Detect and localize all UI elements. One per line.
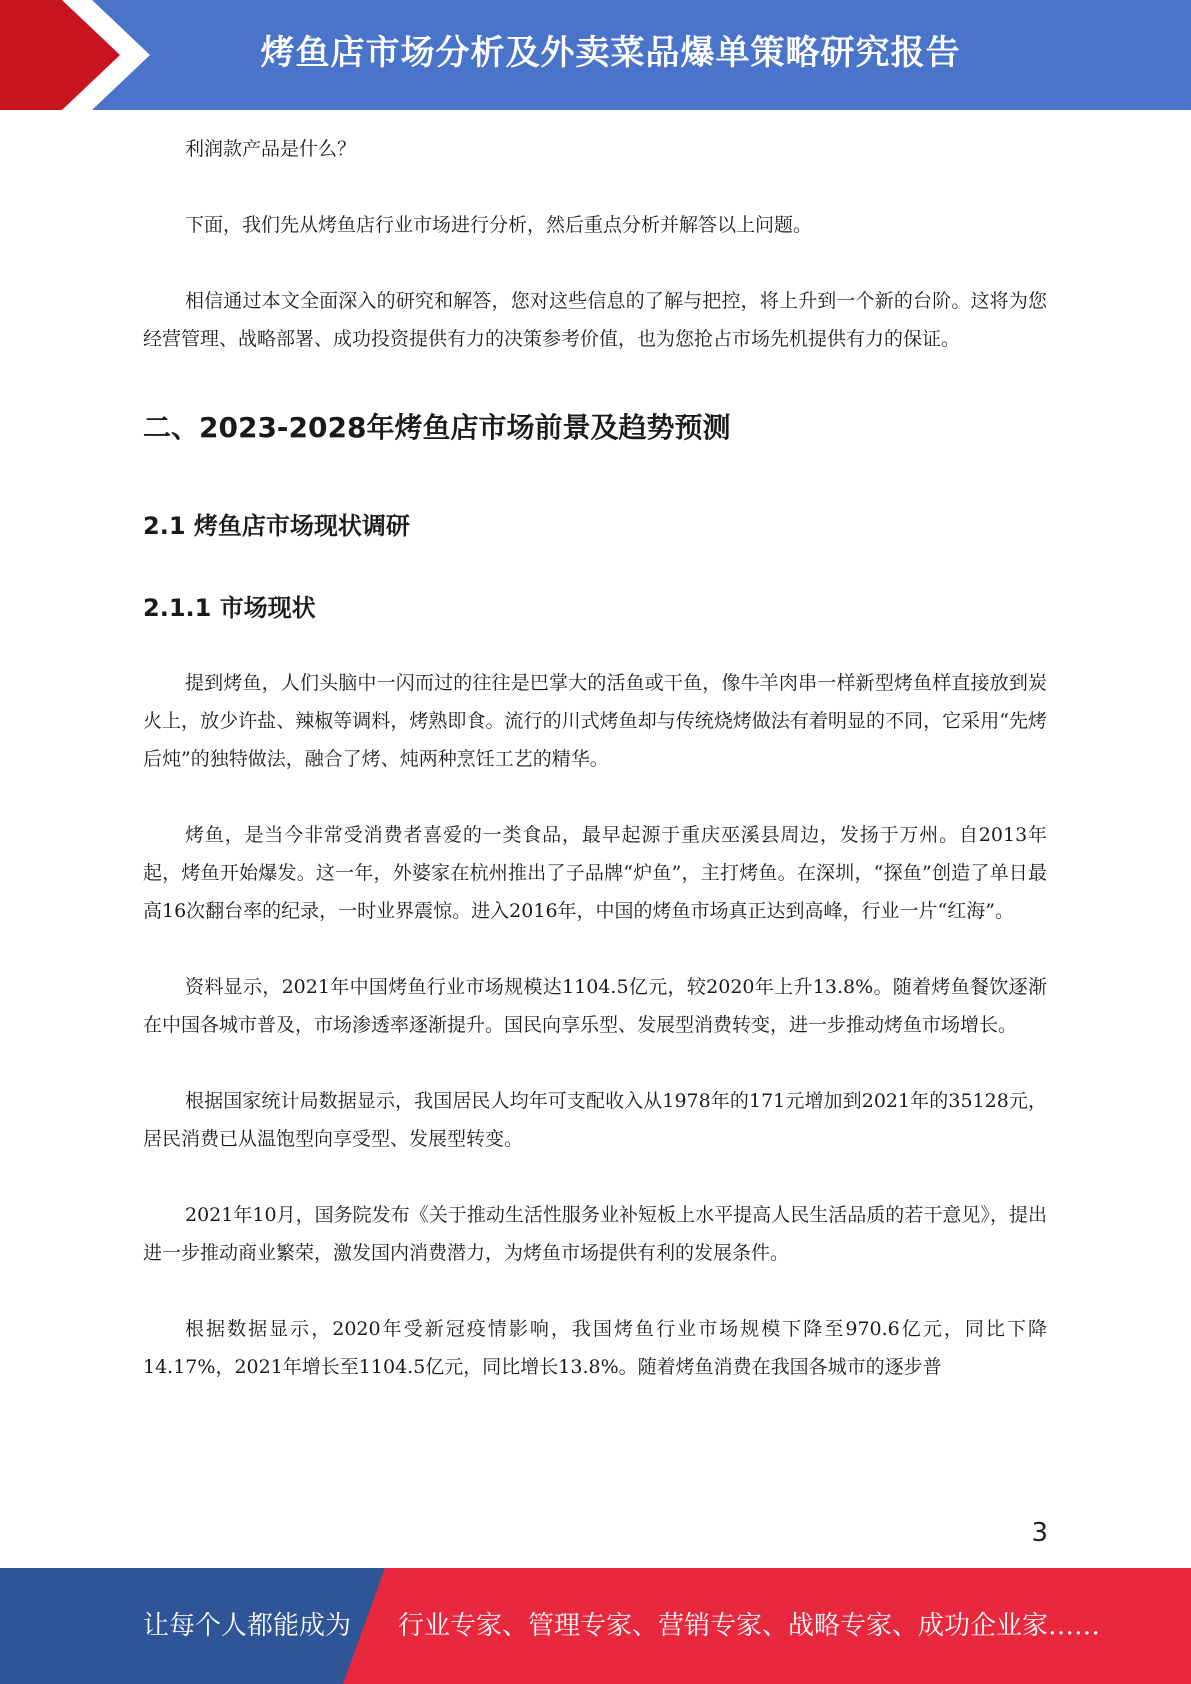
subsection-heading: 2.1 烤鱼店市场现状调研 [143, 512, 410, 540]
paragraph: 根据数据显示，2020年受新冠疫情影响，我国烤鱼行业市场规模下降至970.6亿元，同比下降14.17%，2021年增长至1104.5亿元，同比增长13.8%。随着烤鱼消费在我国各城市的逐步普 [143, 1318, 1047, 1378]
page-footer [0, 1568, 1191, 1684]
paragraph: 2021年10月，国务院发布《关于推动生活性服务业补短板上水平提高人民生活品质的若干意见》，提出进一步推动商业繁荣，激发国内消费潜力，为烤鱼市场提供有利的发展条件。 [143, 1204, 1047, 1264]
report-body [143, 130, 1047, 1386]
paragraph: 利润款产品是什么？ [185, 138, 357, 160]
paragraph: 烤鱼，是当今非常受消费者喜爱的一类食品，最早起源于重庆巫溪县周边，发扬于万州。自2013年起，烤鱼开始爆发。这一年，外婆家在杭州推出了子品牌“炉鱼”，主打烤鱼。在深圳，“探鱼”创造了单日最高16次翻台率的纪录，一时业界震惊。进入2016年，中国的烤鱼市场真正达到高峰，行业一片“红海”。 [143, 824, 1047, 922]
paragraph: 资料显示，2021年中国烤鱼行业市场规模达1104.5亿元，较2020年上升13.8%。随着烤鱼餐饮逐渐在中国各城市普及，市场渗透率逐渐提升。国民向享乐型、发展型消费转变，进一步推动烤鱼市场增长。 [143, 976, 1047, 1036]
page-number: 3 [1031, 1518, 1048, 1548]
header-title: 烤鱼店市场分析及外卖菜品爆单策略研究报告 [260, 33, 961, 73]
subsubsection-heading: 2.1.1 市场现状 [143, 594, 316, 622]
paragraph: 相信通过本文全面深入的研究和解答，您对这些信息的了解与把控，将上升到一个新的台阶。这将为您经营管理、战略部署、成功投资提供有力的决策参考价值，也为您抢占市场先机提供有力的保证。 [143, 290, 1047, 350]
footer-slogan-right: 行业专家、管理专家、营销专家、战略专家、成功企业家…… [398, 1611, 1101, 1641]
paragraph: 提到烤鱼，人们头脑中一闪而过的往往是巴掌大的活鱼或干鱼，像牛羊肉串一样新型烤鱼样直接放到炭火上，放少许盐、辣椒等调料，烤熟即食。流行的川式烤鱼却与传统烧烤做法有着明显的不同，它采用“先烤后炖”的独特做法，融合了烤、炖两种烹饪工艺的精华。 [143, 672, 1047, 770]
paragraph: 下面，我们先从烤鱼店行业市场进行分析，然后重点分析并解答以上问题。 [185, 214, 813, 236]
section-heading: 二、2023-2028年烤鱼店市场前景及趋势预测 [143, 411, 731, 444]
paragraph: 根据国家统计局数据显示，我国居民人均年可支配收入从1978年的171元增加到2021年的35128元，居民消费已从温饱型向享受型、发展型转变。 [143, 1090, 1047, 1150]
page-header [0, 0, 1191, 110]
footer-slogan-left: 让每个人都能成为 [143, 1611, 352, 1641]
